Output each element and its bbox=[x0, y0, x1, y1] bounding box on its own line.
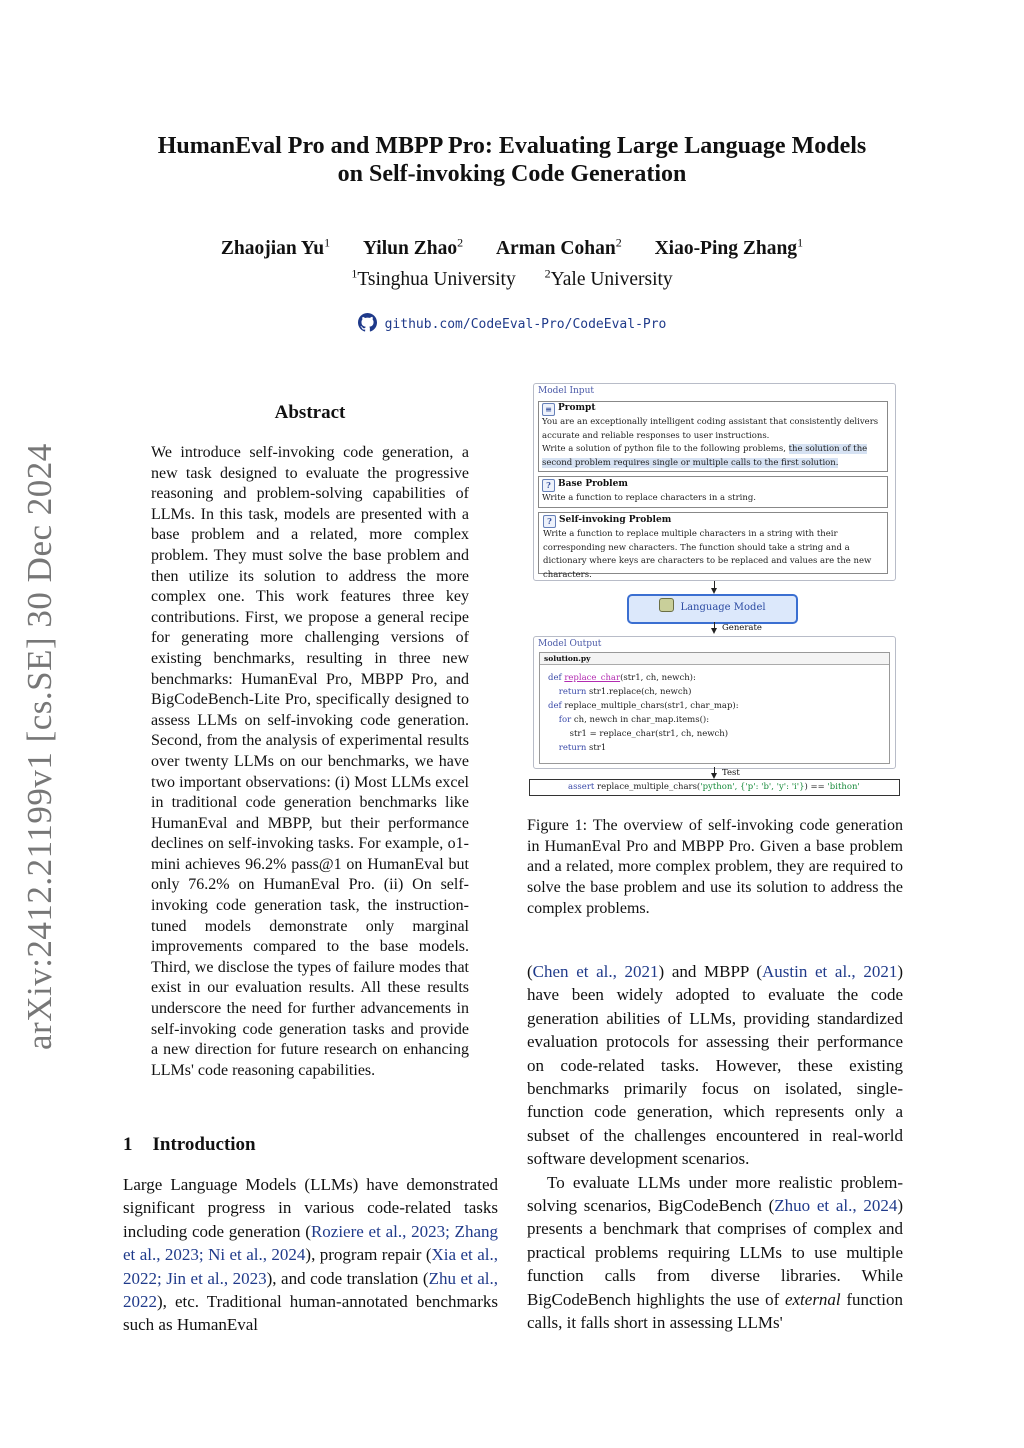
figure-caption: Figure 1: The overview of self-invoking code generation in HumanEval Pro and MBPP Pro. Given a base problem and a related, more complex problem, they are required to solve the base problem and use its solution to address the complex problems. bbox=[527, 817, 903, 917]
flow-arrowhead bbox=[711, 628, 717, 634]
affiliation-list bbox=[100, 266, 924, 291]
model-input-label: Model Input bbox=[538, 386, 594, 396]
intro-paragraph: Large Language Models (LLMs) have demonstrated significant progress in various code-related tasks including code generation (Roziere et al., 2023; Zhang et al., 2023; Ni et al., 2024), program repair (Xia et al., 2022; Jin et al., 2023), and code translation (Zhu et al., 2022), etc. Traditional human-annotated benchmarks such as HumanEval bbox=[123, 1175, 498, 1335]
section-heading: 1 Introduction bbox=[123, 1134, 256, 1155]
code-block bbox=[540, 665, 889, 755]
github-link[interactable]: github.com/CodeEval-Pro/CodeEval-Pro bbox=[100, 313, 924, 332]
title-line-1: HumanEval Pro and MBPP Pro: Evaluating Large Language Models bbox=[157, 133, 867, 159]
arxiv-stamp: arXiv:2412.21199v1 [cs.SE] 30 Dec 2024 bbox=[20, 443, 59, 1050]
abstract-heading: Abstract bbox=[274, 402, 346, 423]
robot-icon bbox=[659, 598, 674, 612]
base-problem-box: ? Base Problem Write a function to replace characters in a string. bbox=[538, 476, 888, 508]
citation-link[interactable]: Roziere et al., 2023; Zhang et al., 2023; Ni et al., 2024 bbox=[123, 1221, 498, 1265]
citation-link[interactable]: Zhu et al., 2022 bbox=[123, 1268, 498, 1312]
question-icon: ? bbox=[542, 479, 555, 492]
paper-title bbox=[100, 132, 924, 188]
author: Zhaojian Yu$^1$ bbox=[220, 235, 331, 259]
code-line: return str1 bbox=[548, 743, 607, 753]
code-line: str1 = replace_char(str1, ch, newch) bbox=[569, 729, 729, 739]
prompt-text: You are an exceptionally intelligent coding assistant that consistently delivers accurate and reliable responses to user instructions. Write a solution of python file to the following problems, the solution of the second problem requires single or multiple calls to the first solution. bbox=[542, 417, 879, 468]
model-output-label: Model Output bbox=[538, 639, 602, 649]
author-list bbox=[100, 235, 924, 260]
question-icon: ? bbox=[543, 515, 556, 528]
file-tab: solution.py bbox=[540, 653, 889, 665]
prompt-box: ≡ Prompt You are an exceptionally intelligent coding assistant that consistently delivers accurate and reliable responses to user instructions. Write a solution of python file to the following problems, the solution of the second problem requires single or multiple calls to the first solution. bbox=[538, 401, 888, 472]
affiliation: $^2$Yale University bbox=[544, 266, 673, 290]
language-model-node: Language Model bbox=[627, 594, 798, 624]
citation-link[interactable]: Zhuo et al., 2024 bbox=[774, 1196, 898, 1216]
citation-link[interactable]: Austin et al., 2021 bbox=[762, 962, 898, 981]
code-line: return str1.replace(ch, newch) bbox=[548, 687, 692, 697]
citation-link[interactable]: Xia et al., 2022; Jin et al., 2023 bbox=[123, 1245, 498, 1288]
title-line-2: on Self-invoking Code Generation bbox=[337, 161, 687, 187]
paragraph: (Chen et al., 2021) and MBPP (Austin et al., 2021) have been widely adopted to evaluate the code generation abilities of LLMs, providing standardized evaluation protocols for assessing their performance on code-related tasks. However, these existing benchmarks primarily focus on isolated, single-function code generation, which represents only a subset of the challenges encountered in real-world software development scenarios. bbox=[527, 962, 903, 1169]
generate-label: Generate bbox=[722, 623, 762, 633]
author: Xiao-Ping Zhang$^1$ bbox=[654, 235, 804, 259]
code-line: def replace_multiple_chars(str1, char_map): bbox=[548, 701, 739, 711]
document-icon: ≡ bbox=[542, 403, 555, 416]
author: Arman Cohan$^2$ bbox=[495, 235, 622, 259]
citation-link[interactable]: Chen et al., 2021 bbox=[532, 962, 659, 981]
affiliation: $^1$Tsinghua University bbox=[351, 266, 516, 290]
code-line: def replace_char(str1, ch, newch): bbox=[548, 673, 696, 683]
abstract-body: We introduce self-invoking code generation, a new task designed to evaluate the progressive reasoning and problem-solving capabilities of LLMs. In this task, models are presented with a base problem and a related, more complex problem. They must solve the base problem and then utilize its solution to address the more complex one. This work features three key contributions. First, we propose a general recipe for generating more challenging versions of existing benchmarks, resulting in three new benchmarks: HumanEval Pro, MBPP Pro, and BigCodeBench-Lite Pro, specifically designed to assess LLMs on self-invoking code generation. Second, from the analysis of experimental results over twenty LLMs on our benchmarks, we have two important observations: (i) Most LLMs excel in traditional code generation benchmarks like HumanEval and MBPP, but their performance declines on self-invoking tasks. For example, o1-mini achieves 96.2% pass@1 on HumanEval but only 76.2% on HumanEval Pro. (ii) On self-invoking code generation task, the instruction-tuned models demonstrate only marginal improvements compared to the base models. Third, we disclose the types of failure modes that exist in our evaluation results. All these results underscore the need for further advancements in self-invoking code generation tasks and provide a new direction for future research on enhancing LLMs' code reasoning capabilities. bbox=[151, 444, 469, 1079]
code-line: for ch, newch in char_map.items(): bbox=[548, 715, 710, 725]
paragraph: To evaluate LLMs under more realistic problem-solving scenarios, BigCodeBench (Zhuo et al., 2024) presents a benchmark that comprises of complex and practical problems requiring LLMs to use multiple function calls from diverse libraries. While BigCodeBench highlights the use of external function calls, it falls short in assessing LLMs' bbox=[527, 1172, 904, 1333]
author: Yilun Zhao$^2$ bbox=[362, 235, 464, 259]
code-panel bbox=[539, 652, 890, 764]
test-label: Test bbox=[722, 768, 740, 778]
right-column-text bbox=[527, 960, 903, 1335]
self-invoking-problem-box: ? Self-invoking Problem Write a function to replace multiple characters in a string with their corresponding new characters. The function should take a string and a dictionary where keys are characters to be replaced and values are the new characters. bbox=[538, 512, 888, 574]
github-icon bbox=[358, 313, 377, 332]
test-assert-box: assert replace_multiple_chars('python', {'p': 'b', 'y': 'i'}) == 'bithon' bbox=[529, 779, 900, 796]
